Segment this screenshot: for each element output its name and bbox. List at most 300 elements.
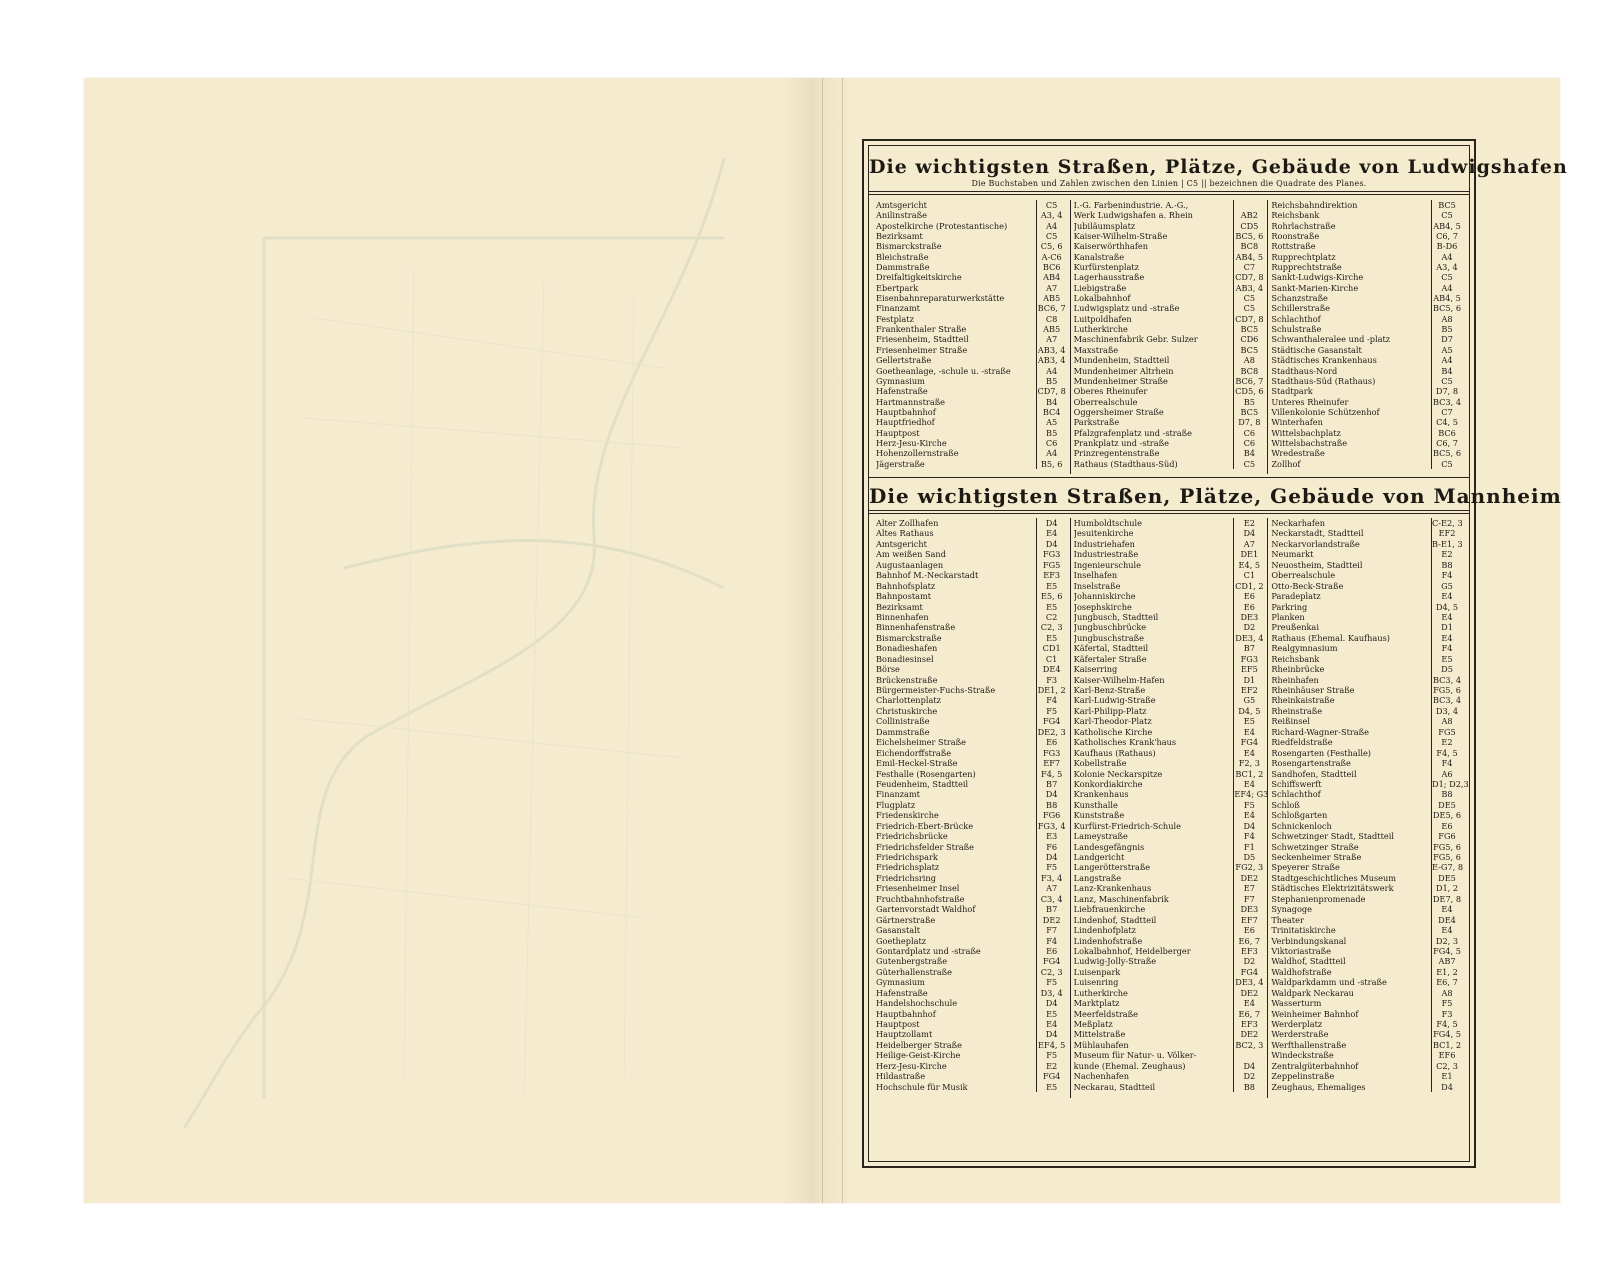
index-entry (1074, 539, 1265, 549)
index-entry (1271, 915, 1462, 925)
index-entry (1074, 748, 1265, 758)
index-entry (1074, 1029, 1265, 1039)
place-name: Bismarckstraße (876, 632, 942, 643)
grid-square-code: D4 (1036, 998, 1067, 1008)
place-name: Finanzamt (876, 789, 920, 800)
place-name: Lameystraße (1073, 831, 1128, 842)
grid-square-code: FG4, 5 (1431, 1029, 1462, 1039)
place-name: Apostelkirche (Protestantische) (876, 220, 1008, 231)
grid-square-code: DE2 (1233, 873, 1264, 883)
grid-square-code: AB5 (1036, 324, 1067, 334)
index-entry (1074, 862, 1265, 872)
grid-square-code: E6 (1233, 925, 1264, 935)
grid-square-code: BC3, 4 (1432, 396, 1462, 407)
grid-square-code: FG4 (1036, 1071, 1067, 1081)
grid-square-code: B4 (1233, 448, 1264, 458)
index-entry (1074, 633, 1265, 643)
place-name: Collinistraße (876, 716, 930, 727)
place-name: Städtisches Elektrizitätswerk (1271, 883, 1394, 894)
index-entry (876, 622, 1067, 632)
index-entry (1074, 345, 1265, 355)
index-entry (1074, 200, 1265, 210)
index-entry (1074, 549, 1265, 559)
index-entry (876, 459, 1067, 469)
grid-square-code (1233, 200, 1264, 210)
grid-square-code: EF2 (1233, 685, 1264, 695)
place-name: Wittelsbachplatz (1271, 427, 1341, 438)
street-index-inner-border (868, 145, 1568, 1162)
grid-square-code: C5 (1431, 272, 1462, 282)
index-entry (1074, 946, 1265, 956)
grid-square-code: EF5 (1233, 664, 1264, 674)
place-name: Eisenbahnreparaturwerkstätte (876, 293, 1005, 304)
grid-square-code: B8 (1431, 560, 1462, 570)
place-name: Friedrichsfelder Straße (876, 841, 974, 852)
grid-square-code: EF7 (1233, 915, 1264, 925)
place-name: Käfertal, Stadtteil (1073, 643, 1149, 654)
place-name: Katholische Kirche (1073, 726, 1153, 737)
place-name: Winterhafen (1271, 417, 1323, 428)
index-entry (1074, 602, 1265, 612)
index-entry (1074, 459, 1265, 469)
grid-square-code: CD1, 2 (1235, 580, 1264, 591)
index-entry (1074, 925, 1265, 935)
place-name: Neckarhafen (1271, 518, 1325, 528)
place-name: Langstraße (1073, 872, 1122, 883)
grid-square-code: E2 (1036, 1061, 1067, 1071)
index-entry (876, 1029, 1067, 1039)
grid-square-code: B-E1, 3 (1432, 538, 1463, 549)
index-entry (876, 1019, 1067, 1029)
index-entry (1074, 231, 1265, 241)
index-entry (1271, 591, 1462, 601)
index-entry (1074, 591, 1265, 601)
grid-square-code: FG3 (1036, 748, 1067, 758)
place-name: Karl-Ludwig-Straße (1073, 695, 1156, 706)
index-entry (1271, 1009, 1462, 1019)
place-name: Lanz-Krankenhaus (1073, 883, 1152, 894)
index-entry (1271, 831, 1462, 841)
index-entry (1271, 789, 1462, 799)
place-name: Weinheimer Bahnhof (1271, 1008, 1359, 1019)
grid-square-code: C1 (1233, 570, 1264, 580)
grid-square-code: AB2 (1233, 210, 1264, 220)
place-name: Neckarvorlandstraße (1271, 538, 1360, 549)
grid-square-code: C6 (1036, 438, 1067, 448)
grid-square-code: D5 (1431, 664, 1462, 674)
grid-square-code: AB3, 4 (1036, 355, 1067, 365)
place-name: Reichsbank (1271, 210, 1320, 221)
index-entry (876, 539, 1067, 549)
index-entry (1074, 262, 1265, 272)
index-entry (1271, 397, 1462, 407)
grid-square-code: D3, 4 (1431, 706, 1462, 716)
place-name: Ebertpark (876, 282, 919, 293)
grid-square-code: A4 (1431, 355, 1462, 365)
grid-square-code: C4, 5 (1431, 417, 1462, 427)
grid-square-code: E6 (1233, 602, 1264, 612)
index-entry (876, 581, 1067, 591)
index-entry (876, 883, 1067, 893)
place-name: Eichelsheimer Straße (876, 737, 966, 748)
grid-square-code: A8 (1431, 988, 1462, 998)
grid-square-code: C5, 6 (1036, 241, 1067, 251)
grid-square-code: A5 (1036, 417, 1067, 427)
grid-square-code: BC1, 2 (1432, 1039, 1462, 1050)
place-name: Ludwig-Jolly-Straße (1073, 956, 1157, 967)
index-entry (1073, 789, 1269, 800)
grid-square-code: C5 (1036, 231, 1067, 241)
place-name: Lanz, Maschinenfabrik (1073, 893, 1169, 904)
place-name: Stadthaus-Süd (Rathaus) (1271, 375, 1376, 386)
place-name: Handelshochschule (876, 998, 958, 1009)
place-name: Stadtgeschichtliches Museum (1271, 872, 1397, 883)
grid-square-code: F5 (1431, 998, 1462, 1008)
place-name: Maschinenfabrik Gebr. Sulzer (1073, 334, 1198, 345)
place-name: Heidelberger Straße (876, 1039, 962, 1050)
place-name: Bahnhof M.-Neckarstadt (876, 570, 979, 581)
place-name: Oggersheimer Straße (1073, 406, 1164, 417)
place-name: Zeppelinstraße (1271, 1071, 1335, 1082)
index-entry (876, 977, 1067, 987)
index-entry (1271, 1019, 1462, 1029)
place-name: Konkordiakirche (1073, 778, 1143, 789)
index-entry (1074, 303, 1265, 313)
index-entry (876, 915, 1067, 925)
index-entry (1271, 293, 1462, 303)
place-name: Friedenskirche (876, 810, 939, 821)
grid-square-code: C2, 3 (1431, 1061, 1462, 1071)
index-entry (1074, 873, 1265, 883)
index-entry (876, 293, 1067, 303)
index-entry (1074, 685, 1265, 695)
index-entry (1271, 936, 1462, 946)
ludwigshafen-index-column (873, 200, 1071, 474)
place-name: Seckenheimer Straße (1271, 852, 1362, 862)
grid-square-code: D5 (1233, 852, 1264, 862)
place-name: Kaiser-Wilhelm-Hafen (1073, 674, 1165, 685)
grid-square-code: BC4 (1036, 407, 1067, 417)
ludwigshafen-index-columns (873, 200, 1465, 474)
place-name: Rathaus (Stadthaus-Süd) (1073, 458, 1178, 469)
index-entry (1074, 386, 1265, 396)
index-entry (1271, 528, 1462, 538)
grid-square-code: B8 (1036, 800, 1067, 810)
index-entry (1074, 241, 1265, 251)
place-name: Schwetzinger Stadt, Stadtteil (1271, 831, 1394, 842)
index-entry (876, 664, 1067, 674)
place-name: Lindenhof, Stadtteil (1073, 914, 1157, 925)
place-name: Bürgermeister-Fuchs-Straße (876, 685, 996, 695)
index-entry (1271, 459, 1462, 469)
grid-square-code: FG4, 5 (1431, 946, 1462, 956)
index-entry (1074, 831, 1265, 841)
grid-square-code: C3, 4 (1036, 894, 1067, 904)
grid-square-code: D4, 5 (1431, 602, 1462, 612)
grid-square-code: B-D6 (1431, 241, 1462, 251)
place-name: Werfthallenstraße (1271, 1039, 1347, 1050)
index-entry (1271, 862, 1462, 872)
index-entry (876, 643, 1067, 653)
index-entry (1271, 873, 1462, 883)
place-name: Friesenheim, Stadtteil (876, 334, 969, 345)
index-entry (1074, 314, 1265, 324)
grid-square-code: DE2 (1036, 915, 1067, 925)
index-entry (1271, 612, 1462, 622)
grid-square-code: BC6 (1431, 428, 1462, 438)
place-name: Dreifaltigkeitskirche (876, 272, 962, 283)
index-entry (1271, 706, 1462, 716)
index-entry (1074, 622, 1265, 632)
place-name: Hafenstraße (876, 987, 928, 998)
place-name: Charlottenplatz (876, 695, 941, 706)
place-name: Lutherkirche (1073, 987, 1128, 998)
index-entry (1271, 904, 1462, 914)
grid-square-code: FG6 (1431, 831, 1462, 841)
index-entry (1271, 821, 1462, 831)
index-entry (1271, 570, 1462, 580)
place-name: Neckarstadt, Stadtteil (1271, 528, 1364, 539)
grid-square-code: E4, 5 (1233, 560, 1264, 570)
index-entry (1271, 210, 1462, 220)
index-entry (1074, 570, 1265, 580)
index-entry (1271, 654, 1462, 664)
index-entry (876, 407, 1067, 417)
place-name: kunde (Ehemal. Zeughaus) (1073, 1060, 1186, 1071)
place-name: Zeughaus, Ehemaliges (1271, 1081, 1366, 1092)
grid-square-code: FG4 (1036, 956, 1067, 966)
index-entry (1074, 695, 1265, 705)
place-name: Richard-Wagner-Straße (1271, 726, 1369, 737)
grid-square-code: C2, 3 (1036, 622, 1067, 632)
index-entry (1271, 810, 1462, 820)
grid-square-code: DE4 (1431, 915, 1462, 925)
index-entry (876, 695, 1067, 705)
grid-square-code: FG3, 4 (1036, 821, 1067, 831)
place-name: Friedrichsbrücke (876, 831, 948, 842)
title-rule (869, 510, 1469, 511)
grid-square-code: C5 (1233, 303, 1264, 313)
grid-square-code: D3, 4 (1036, 988, 1067, 998)
index-entry (1271, 925, 1462, 935)
index-entry (1271, 800, 1462, 810)
grid-square-code: F4 (1233, 831, 1264, 841)
index-entry (1074, 915, 1265, 925)
grid-square-code: B8 (1431, 789, 1462, 799)
place-name: Sandhofen, Stadtteil (1271, 768, 1357, 779)
place-name: Trinitatiskirche (1271, 925, 1336, 936)
grid-square-code: E2 (1431, 737, 1462, 747)
place-name: Anilinstraße (876, 210, 927, 221)
grid-square-code: D4 (1431, 1082, 1462, 1092)
grid-square-code: C5 (1036, 200, 1067, 210)
place-name: Stadthaus-Nord (1271, 365, 1338, 376)
index-entry (1271, 695, 1462, 705)
place-name: Karl-Theodor-Platz (1073, 716, 1152, 727)
index-entry (876, 210, 1067, 220)
grid-square-code: A5 (1431, 345, 1462, 355)
index-entry (1271, 1071, 1462, 1081)
index-entry (876, 528, 1067, 538)
place-name: Jesuitenkirche (1073, 528, 1134, 539)
grid-square-code: A-C6 (1036, 252, 1067, 262)
index-entry (1074, 998, 1265, 1008)
grid-square-code: A8 (1233, 355, 1264, 365)
index-entry (1074, 727, 1265, 737)
place-name: Hauptbahnhof (876, 406, 936, 417)
place-name: Museum für Natur- u. Völker- (1073, 1050, 1197, 1061)
place-name: Rheinhafen (1271, 674, 1319, 685)
index-entry (876, 1071, 1067, 1081)
grid-square-code: DE2 (1233, 1029, 1264, 1039)
index-entry (876, 946, 1067, 956)
index-entry (876, 518, 1067, 528)
place-name: Friedrichspark (876, 852, 938, 862)
grid-square-code: DE5, 6 (1432, 810, 1462, 821)
index-entry (1271, 324, 1462, 334)
grid-square-code: E6 (1036, 946, 1067, 956)
index-entry (1271, 664, 1462, 674)
place-name: Rheinhäuser Straße (1271, 685, 1355, 695)
place-name: Kurfürstenplatz (1073, 262, 1139, 273)
index-entry (876, 737, 1067, 747)
place-name: Luitpoldhafen (1073, 313, 1132, 324)
grid-square-code: FG5 (1036, 560, 1067, 570)
place-name: Lindenhofstraße (1073, 935, 1143, 946)
grid-square-code: BC1, 2 (1235, 768, 1264, 779)
place-name: Herz-Jesu-Kirche (876, 1060, 947, 1071)
index-entry (876, 716, 1067, 726)
grid-square-code: B4 (1036, 397, 1067, 407)
grid-square-code: F3 (1036, 675, 1067, 685)
grid-square-code: FG4 (1233, 967, 1264, 977)
grid-square-code: FG5, 6 (1431, 842, 1462, 852)
grid-square-code: CD5, 6 (1235, 386, 1264, 397)
grid-square-code: D4 (1036, 1029, 1067, 1039)
grid-square-code: A7 (1036, 334, 1067, 344)
grid-square-code: E5 (1036, 602, 1067, 612)
place-name: Kaiserring (1073, 664, 1118, 675)
grid-square-code: C-E2, 3 (1432, 518, 1463, 528)
index-entry (876, 894, 1067, 904)
index-entry (1271, 769, 1462, 779)
index-entry (876, 1061, 1067, 1071)
place-name: Schnickenloch (1271, 820, 1332, 831)
place-name: Neuostheim, Stadtteil (1271, 559, 1363, 570)
place-name: Hildastraße (876, 1071, 926, 1082)
index-entry (1074, 272, 1265, 282)
grid-square-code: D4 (1036, 789, 1067, 799)
grid-square-code: F5 (1036, 1050, 1067, 1060)
place-name: Bismarckstraße (876, 241, 942, 252)
index-entry (1074, 706, 1265, 716)
place-name: Lagerhausstraße (1073, 272, 1145, 283)
place-name: Neumarkt (1271, 549, 1314, 560)
index-entry (876, 800, 1067, 810)
street-index-frame (862, 139, 1568, 1168)
index-entry (876, 241, 1067, 251)
grid-square-code: F1 (1233, 842, 1264, 852)
place-name: Waldparkdamm und -straße (1271, 977, 1387, 988)
index-entry (1074, 560, 1265, 570)
place-name: Wittelsbachstraße (1271, 437, 1348, 448)
place-name: Friedrichsring (876, 872, 936, 883)
place-name: Ludwigsplatz und -straße (1073, 303, 1180, 314)
place-name: Christuskirche (876, 705, 938, 716)
place-name: Reißinsel (1271, 716, 1310, 727)
index-entry (876, 862, 1067, 872)
index-entry (876, 1009, 1067, 1019)
place-name: Inselstraße (1073, 580, 1121, 591)
place-name: Karl-Philipp-Platz (1073, 705, 1147, 716)
place-name: Waldpark Neckarau (1271, 987, 1354, 998)
grid-square-code: E4 (1036, 1019, 1067, 1029)
place-name: Preußenkai (1271, 622, 1319, 633)
place-name: Stephanienpromenade (1271, 893, 1366, 904)
grid-square-code: DE3 (1233, 904, 1264, 914)
index-entry (876, 706, 1067, 716)
index-entry (1271, 622, 1462, 632)
place-name: Herz-Jesu-Kirche (876, 437, 947, 448)
grid-square-code: EF2 (1431, 528, 1462, 538)
index-entry (876, 779, 1067, 789)
index-entry (1271, 894, 1462, 904)
index-entry (876, 748, 1067, 758)
grid-square-code: AB3, 4 (1036, 345, 1067, 355)
place-name: Schanzstraße (1271, 293, 1328, 304)
index-entry (1074, 293, 1265, 303)
place-name: Industriestraße (1073, 549, 1139, 560)
place-name: Gartenvorstadt Waldhof (876, 904, 976, 915)
grid-square-code: FG4 (1233, 737, 1264, 747)
grid-square-code: A7 (1233, 539, 1264, 549)
index-entry (1271, 685, 1462, 695)
place-name: Hochschule für Musik (876, 1081, 968, 1092)
index-entry (1074, 612, 1265, 622)
grid-square-code: AB7 (1431, 956, 1462, 966)
place-name: Marktplatz (1073, 998, 1120, 1009)
place-name: Rheinstraße (1271, 705, 1323, 716)
index-entry (876, 283, 1067, 293)
index-entry (1271, 355, 1462, 365)
place-name: Oberrealschule (1073, 396, 1138, 407)
index-entry (1074, 355, 1265, 365)
place-name: Realgymnasium (1271, 643, 1338, 654)
index-entry (876, 758, 1067, 768)
grid-square-code: DE3 (1233, 612, 1264, 622)
place-name: Mundenheimer Altrhein (1073, 365, 1174, 376)
grid-square-code: EF6 (1431, 1050, 1462, 1060)
index-entry (1074, 936, 1265, 946)
index-entry (876, 727, 1067, 737)
index-entry (876, 231, 1067, 241)
mannheim-index-column (1268, 518, 1469, 1098)
index-entry (1271, 643, 1462, 653)
index-entry (876, 200, 1067, 210)
index-entry (1271, 675, 1462, 685)
grid-square-code: F4, 5 (1431, 748, 1462, 758)
place-name: Gärtnerstraße (876, 914, 936, 925)
grid-square-code: C5 (1233, 293, 1264, 303)
place-name: Bleichstraße (876, 251, 929, 262)
place-name: Schlachthof (1271, 789, 1321, 800)
grid-square-code: C2, 3 (1036, 967, 1067, 977)
grid-square-code: E5 (1036, 581, 1067, 591)
grid-square-code: E5 (1036, 1009, 1067, 1019)
place-name: Planken (1271, 611, 1305, 622)
index-entry (876, 654, 1067, 664)
index-entry (1074, 1082, 1265, 1092)
